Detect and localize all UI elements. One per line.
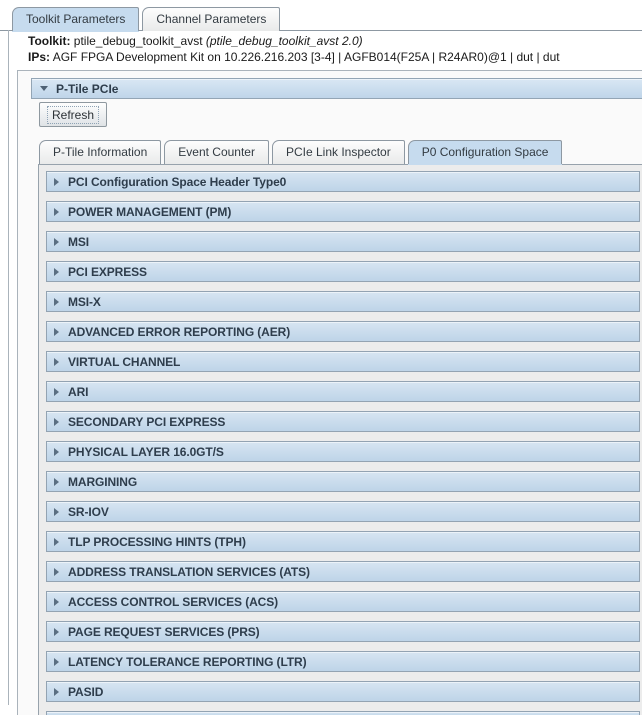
section-ari[interactable] [46, 381, 640, 402]
refresh-button-label: Refresh [47, 106, 99, 124]
expand-arrow-icon [54, 298, 59, 306]
section-label: ACCESS CONTROL SERVICES (ACS) [68, 594, 279, 609]
ips-value: AGF FPGA Development Kit on 10.226.216.203 [3-4] | AGFB014(F25A | R24AR0)@1 | dut | dut [50, 50, 560, 64]
section-address-translation-services-ats[interactable] [46, 561, 640, 582]
section-label: SR-IOV [68, 504, 109, 519]
section-label: PCI EXPRESS [68, 264, 147, 279]
refresh-button[interactable] [39, 102, 107, 127]
expand-arrow-icon [54, 568, 59, 576]
section-label: ADVANCED ERROR REPORTING (AER) [68, 324, 291, 339]
ptile-pcie-group-header[interactable] [31, 78, 642, 99]
p0-configuration-space-panel [38, 164, 642, 715]
toolkit-scroll-panel [17, 70, 642, 715]
section-label: PASID [68, 684, 104, 699]
section-pci-express[interactable] [46, 261, 640, 282]
section-power-management-pm[interactable] [46, 201, 640, 222]
section-label: LATENCY TOLERANCE REPORTING (LTR) [68, 654, 307, 669]
expand-arrow-icon [54, 238, 59, 246]
tab-pcie-link-inspector[interactable]: PCIe Link Inspector [272, 140, 405, 164]
section-label: ARI [68, 384, 89, 399]
section-msi-x[interactable] [46, 291, 640, 312]
section-latency-tolerance-reporting-ltr[interactable] [46, 651, 640, 672]
section-header-partial [46, 711, 640, 715]
toolkit-label: Toolkit: [28, 34, 71, 48]
expand-arrow-icon [54, 268, 59, 276]
section-secondary-pci-express[interactable] [46, 411, 640, 432]
section-label: MSI-X [68, 294, 101, 309]
expand-arrow-icon [54, 508, 59, 516]
panel-left-border [8, 30, 9, 705]
section-margining[interactable] [46, 471, 640, 492]
top-tab-bar [12, 7, 280, 31]
section-label: SECONDARY PCI EXPRESS [68, 414, 226, 429]
expand-arrow-icon [54, 448, 59, 456]
section-pasid[interactable] [46, 681, 640, 702]
section-label: POWER MANAGEMENT (PM) [68, 204, 232, 219]
section-virtual-channel[interactable] [46, 351, 640, 372]
ptile-pcie-title: P-Tile PCIe [56, 81, 119, 96]
section-pci-configuration-space-header-type0[interactable] [46, 171, 640, 192]
expand-arrow-icon [54, 208, 59, 216]
ips-info-line [28, 50, 560, 64]
expand-arrow-icon [54, 658, 59, 666]
section-sr-iov[interactable] [46, 501, 640, 522]
section-advanced-error-reporting-aer[interactable] [46, 321, 640, 342]
expand-arrow-icon [54, 178, 59, 186]
toolkit-name: ptile_debug_toolkit_avst [70, 34, 206, 48]
expand-arrow-icon [54, 538, 59, 546]
section-label: MARGINING [68, 474, 138, 489]
section-label: PHYSICAL LAYER 16.0GT/S [68, 444, 224, 459]
expand-arrow-icon [54, 388, 59, 396]
config-tab-bar [39, 140, 562, 164]
section-label: PCI Configuration Space Header Type0 [68, 174, 287, 189]
ips-label: IPs: [28, 50, 51, 64]
tab-p-tile-information[interactable]: P-Tile Information [39, 140, 161, 164]
section-page-request-services-prs[interactable] [46, 621, 640, 642]
section-label: PAGE REQUEST SERVICES (PRS) [68, 624, 260, 639]
collapse-arrow-icon [40, 86, 48, 91]
section-access-control-services-acs[interactable] [46, 591, 640, 612]
expand-arrow-icon [54, 688, 59, 696]
tab-toolkit-parameters[interactable]: Toolkit Parameters [12, 7, 139, 31]
section-label: MSI [68, 234, 90, 249]
section-physical-layer-16-0gt-s[interactable] [46, 441, 640, 462]
toolkit-version: (ptile_debug_toolkit_avst 2.0) [205, 34, 363, 48]
expand-arrow-icon [54, 478, 59, 486]
expand-arrow-icon [54, 418, 59, 426]
tab-p0-configuration-space[interactable]: P0 Configuration Space [408, 140, 563, 164]
expand-arrow-icon [54, 358, 59, 366]
expand-arrow-icon [54, 628, 59, 636]
section-label: VIRTUAL CHANNEL [68, 354, 181, 369]
tab-channel-parameters[interactable]: Channel Parameters [142, 7, 280, 31]
section-label: ADDRESS TRANSLATION SERVICES (ATS) [68, 564, 310, 579]
section-label: TLP PROCESSING HINTS (TPH) [68, 534, 246, 549]
section-msi[interactable] [46, 231, 640, 252]
tab-event-counter[interactable]: Event Counter [164, 140, 269, 164]
expand-arrow-icon [54, 328, 59, 336]
section-tlp-processing-hints-tph[interactable] [46, 531, 640, 552]
toolkit-info-line [28, 34, 363, 48]
expand-arrow-icon [54, 598, 59, 606]
